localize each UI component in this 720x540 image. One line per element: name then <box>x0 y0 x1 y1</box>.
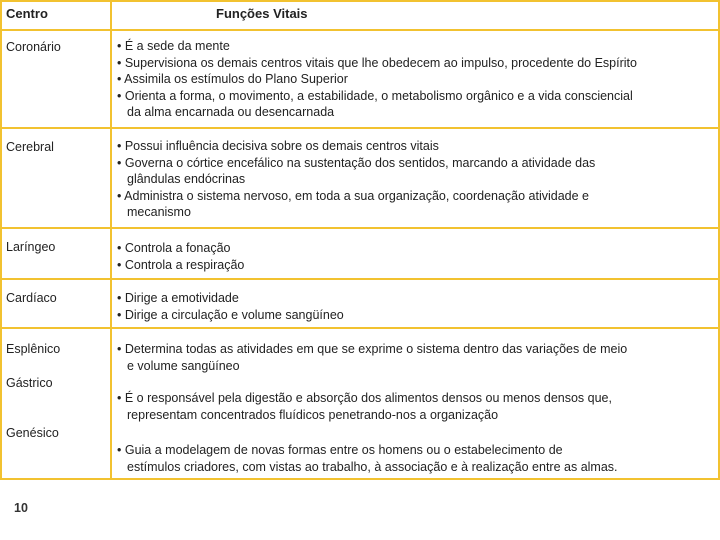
row-desc-cerebral <box>117 138 595 221</box>
list-item: • Administra o sistema nervoso, em toda a sua organização, coordenação atividade e <box>117 188 590 203</box>
list-item: • Controla a fonação <box>117 241 231 255</box>
list-item: • Guia a modelagem de novas formas entre os homens ou o estabelecimento de <box>117 443 563 457</box>
list-item-continuation: mecanismo <box>127 205 191 219</box>
row-divider <box>0 0 720 2</box>
row-name-esplenico: Esplênico <box>6 342 61 356</box>
row-divider <box>0 478 720 480</box>
list-item-continuation: estímulos criadores, com vistas ao trabalho, à associação e à realização entre as almas. <box>127 459 618 474</box>
header-funcoes-vitais: Funções Vitais <box>216 6 308 21</box>
row-divider <box>0 227 720 229</box>
row-desc-genesico <box>117 442 618 475</box>
list-item: • Controla a respiração <box>117 257 245 272</box>
list-item: • Supervisiona os demais centros vitais que lhe obedecem ao impulso, procedente do Espírito <box>117 55 637 70</box>
row-name-genesico: Genésico <box>6 426 59 440</box>
row-divider <box>0 327 720 329</box>
list-item: • Dirige a circulação e volume sangüíneo <box>117 307 344 322</box>
list-item: • Possui influência decisiva sobre os demais centros vitais <box>117 139 439 153</box>
row-name-coronario: Coronário <box>6 40 61 54</box>
list-item: • Determina todas as atividades em que se exprime o sistema dentro das variações de meio <box>117 342 628 356</box>
row-divider <box>0 29 720 31</box>
list-item: • É o responsável pela digestão e absorção dos alimentos densos ou menos densos que, <box>117 391 612 405</box>
list-item: • Orienta a forma, o movimento, a estabilidade, o metabolismo orgânico e a vida consciencial <box>117 88 633 103</box>
list-item-continuation: da alma encarnada ou desencarnada <box>127 105 335 119</box>
list-item-continuation: e volume sangüíneo <box>127 358 240 373</box>
column-divider <box>110 0 112 480</box>
row-name-cardiaco: Cardíaco <box>6 291 57 305</box>
row-name-cerebral: Cerebral <box>6 140 54 154</box>
column-divider <box>0 0 2 480</box>
row-desc-laringeo <box>117 240 244 273</box>
list-item-continuation: representam concentrados fluídicos penetrando-nos a organização <box>127 407 499 422</box>
list-item: • Dirige a emotividade <box>117 291 239 305</box>
list-item: • É a sede da mente <box>117 39 230 53</box>
header-centro: Centro <box>6 6 48 21</box>
row-desc-coronario <box>117 38 637 121</box>
row-desc-gastrico <box>117 390 612 423</box>
row-divider <box>0 127 720 129</box>
list-item: • Assimila os estímulos do Plano Superior <box>117 72 348 86</box>
row-desc-esplenico <box>117 341 627 374</box>
row-name-gastrico: Gástrico <box>6 376 53 390</box>
list-item-continuation: glândulas endócrinas <box>127 172 246 186</box>
row-divider <box>0 278 720 280</box>
page-number: 10 <box>14 501 28 515</box>
row-name-laringeo: Laríngeo <box>6 240 56 254</box>
list-item: • Governa o córtice encefálico na sustentação dos sentidos, marcando a atividade das <box>117 155 596 170</box>
row-desc-cardiaco <box>117 290 344 323</box>
